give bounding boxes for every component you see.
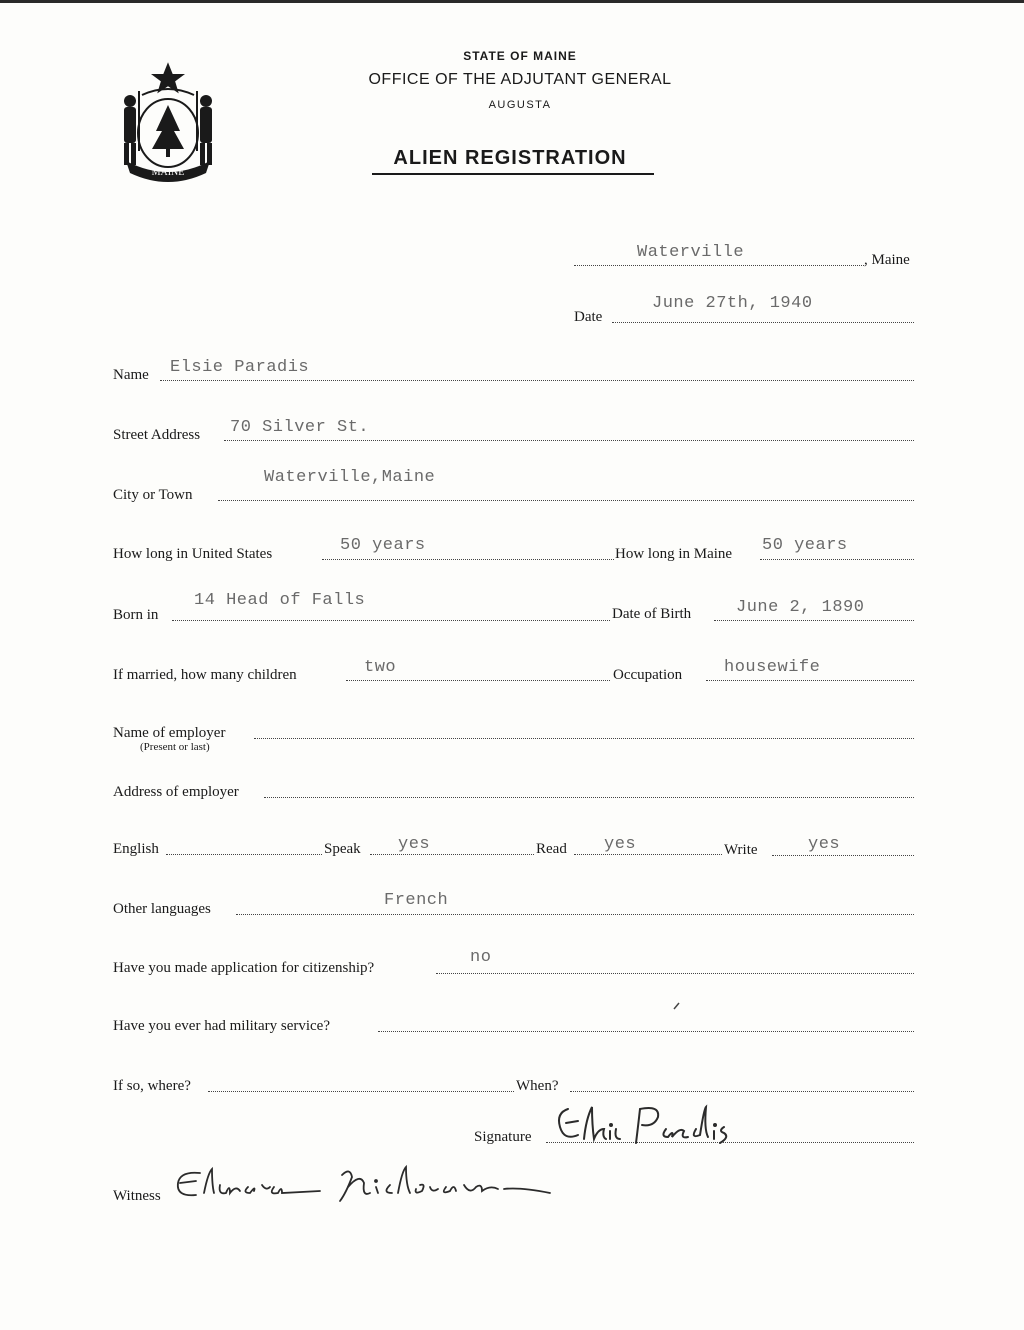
- occupation-value: housewife: [724, 658, 821, 677]
- born-in-line: [172, 620, 610, 621]
- other-languages-line: [236, 914, 914, 915]
- read-value: yes: [604, 835, 637, 854]
- write-value: yes: [808, 835, 841, 854]
- write-line: [772, 855, 914, 856]
- occupation-label: Occupation: [613, 667, 683, 683]
- signature-handwriting: [548, 1099, 748, 1151]
- location-value: Waterville: [637, 243, 745, 262]
- city-label: City or Town: [113, 487, 193, 503]
- read-label: Read: [536, 841, 567, 857]
- street-label: Street Address: [113, 427, 201, 443]
- date-line: [612, 322, 914, 323]
- street-value: 70 Silver St.: [230, 418, 370, 437]
- other-languages-value: French: [384, 891, 449, 910]
- employer-label: Name of employer: [113, 725, 226, 741]
- header-city: AUGUSTA: [488, 99, 552, 111]
- military-label: Have you ever had military service?: [113, 1018, 330, 1034]
- military-line: [378, 1031, 914, 1032]
- location-line: [574, 265, 864, 266]
- seal-banner-text: MAINE: [151, 167, 185, 178]
- us-duration-value: 50 years: [340, 536, 426, 555]
- employer-sublabel: (Present or last): [140, 741, 210, 753]
- write-label: Write: [724, 842, 758, 858]
- street-line: [224, 440, 914, 441]
- city-line: [218, 500, 914, 501]
- witness-handwriting: [170, 1163, 560, 1211]
- other-languages-label: Other languages: [113, 901, 211, 917]
- when-line: [570, 1091, 914, 1092]
- born-in-label: Born in: [113, 607, 159, 623]
- us-duration-label: How long in United States: [113, 546, 273, 562]
- header-office: OFFICE OF THE ADJUTANT GENERAL: [368, 71, 672, 88]
- date-value: June 27th, 1940: [652, 294, 813, 313]
- citizenship-label: Have you made application for citizenship?: [113, 960, 375, 976]
- date-label: Date: [574, 309, 603, 325]
- speak-label: Speak: [324, 841, 361, 857]
- maine-duration-label: How long in Maine: [615, 546, 733, 562]
- header-state: STATE OF MAINE: [463, 49, 577, 63]
- read-line: [574, 854, 722, 855]
- name-value: Elsie Paradis: [170, 358, 310, 377]
- employer-line: [254, 738, 914, 739]
- citizenship-value: no: [470, 948, 492, 967]
- signature-label: Signature: [474, 1129, 532, 1145]
- dob-label: Date of Birth: [612, 606, 692, 622]
- citizenship-line: [436, 973, 914, 974]
- name-line: [160, 380, 914, 381]
- title-underline: [372, 173, 654, 175]
- speak-value: yes: [398, 835, 431, 854]
- where-line: [208, 1091, 514, 1092]
- children-label: If married, how many children: [113, 667, 297, 683]
- where-label: If so, where?: [113, 1078, 191, 1094]
- dob-value: June 2, 1890: [736, 598, 865, 617]
- stray-mark: [672, 1001, 682, 1011]
- witness-label: Witness: [113, 1188, 161, 1204]
- english-line: [166, 854, 322, 855]
- city-value: Waterville,Maine: [264, 468, 436, 487]
- maine-duration-value: 50 years: [762, 536, 848, 555]
- maine-duration-line: [760, 559, 914, 560]
- us-duration-line: [322, 559, 614, 560]
- employer-address-label: Address of employer: [113, 784, 239, 800]
- occupation-line: [706, 680, 914, 681]
- when-label: When?: [516, 1078, 559, 1094]
- employer-address-line: [264, 797, 914, 798]
- born-in-value: 14 Head of Falls: [194, 591, 366, 610]
- children-value: two: [364, 658, 397, 677]
- location-suffix: , Maine: [864, 252, 910, 268]
- form-title: ALIEN REGISTRATION: [393, 147, 627, 169]
- name-label: Name: [113, 367, 149, 383]
- children-line: [346, 680, 610, 681]
- maine-state-seal-icon: [112, 61, 224, 183]
- dob-line: [714, 620, 914, 621]
- speak-line: [370, 854, 534, 855]
- english-label: English: [113, 841, 159, 857]
